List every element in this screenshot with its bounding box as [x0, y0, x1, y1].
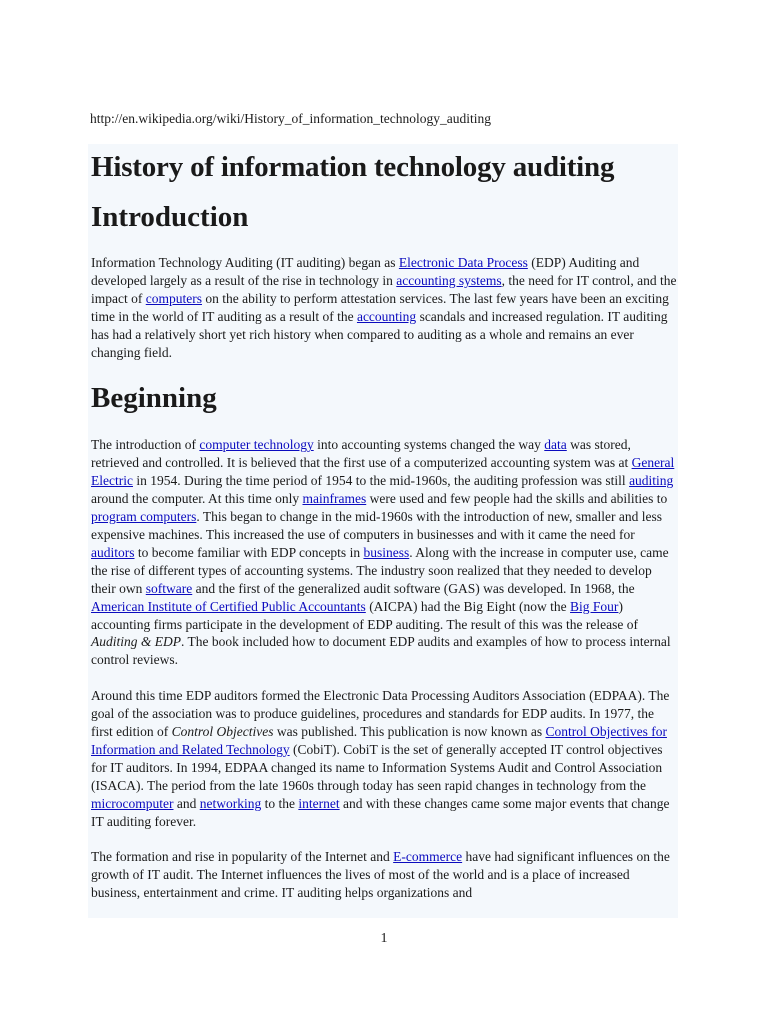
text-run: . The book included how to document EDP audits and examples of how to process internal control reviews. — [91, 634, 671, 668]
link-e-commerce[interactable]: E-commerce — [393, 849, 463, 865]
link-accounting-systems[interactable]: accounting systems — [396, 272, 502, 288]
link-aicpa[interactable]: American Institute of Certified Public Accountants — [91, 598, 366, 614]
article-content — [88, 144, 678, 918]
text-run: and with these changes came some major events that change IT auditing forever. — [91, 795, 670, 829]
text-run: Around this time EDP auditors formed the Electronic Data Processing Auditors Association (EDPAA). The goal of the association was to produce guidelines, procedures and standards for EDP audits. In 1977, the first edition of — [91, 688, 670, 740]
link-big-four[interactable]: Big Four — [570, 598, 619, 614]
text-run: was stored, retrieved and controlled. It is believed that the first use of a computerized accounting system was at — [91, 437, 632, 471]
link-auditing[interactable]: auditing — [629, 473, 674, 489]
text-run: Information Technology Auditing (IT auditing) began as — [91, 255, 399, 270]
link-electronic-data-process[interactable]: Electronic Data Process — [398, 255, 528, 270]
link-software[interactable]: software — [145, 580, 193, 596]
page-title: History of information technology auditing — [91, 151, 615, 183]
text-run: in 1954. During the time period of 1954 to the mid-1960s, the auditing profession was still — [132, 473, 630, 489]
text-run: have had significant influences on the growth of IT audit. The Internet influences the lives of most of the world and is a place of increased business, entertainment and crime. IT auditing helps organizations and — [91, 849, 670, 901]
link-auditors[interactable]: auditors — [91, 544, 135, 560]
link-computer-technology[interactable]: computer technology — [199, 437, 314, 453]
text-run: was published. This publication is now known as — [273, 724, 546, 740]
text-run: and the first of the generalized audit software (GAS) was developed. In 1968, the — [192, 580, 635, 596]
text-run: into accounting systems changed the way — [313, 437, 545, 453]
text-run: The introduction of — [91, 437, 200, 453]
italic-title-auditing-edp: Auditing & EDP — [91, 634, 181, 650]
link-program-computers[interactable]: program computers — [91, 509, 197, 525]
link-cobit[interactable]: Control Objectives for Information and Related Technology — [91, 724, 667, 757]
text-run: were used and few people had the skills and abilities to — [366, 491, 668, 507]
link-general-electric[interactable]: General Electric — [91, 455, 675, 489]
link-computers[interactable]: computers — [145, 290, 202, 306]
text-run: to become familiar with EDP concepts in — [134, 544, 364, 560]
text-run: . Along with the increase in computer use, came the rise of different types of accounting systems. The industry soon realized that they needed to develop their own — [91, 544, 669, 596]
source-url: http://en.wikipedia.org/wiki/History_of_information_technology_auditing — [90, 111, 491, 126]
link-mainframes[interactable]: mainframes — [302, 491, 367, 507]
link-internet[interactable]: internet — [298, 795, 340, 811]
italic-title-control-objectives: Control Objectives — [171, 724, 274, 740]
text-run: scandals and increased regulation. IT auditing has had a relatively short yet rich history when compared to auditing as a whole and remains an ever changing field. — [91, 308, 668, 360]
paragraph-beginning-3 — [91, 848, 677, 902]
text-run: , the need for IT control, and the impact of — [91, 272, 677, 306]
link-accounting[interactable]: accounting — [356, 308, 417, 324]
link-networking[interactable]: networking — [199, 795, 262, 811]
text-run: on the ability to perform attestation services. The last few years have been an exciting time in the world of IT auditing as a result of the — [91, 290, 669, 324]
text-run: ) accounting firms participate in the development of EDP auditing. The result of this was the release of — [91, 598, 638, 632]
text-run: around the computer. At this time only — [91, 491, 303, 507]
text-run: (EDP) Auditing and developed largely as a result of the rise in technology in — [91, 255, 640, 288]
paragraph-beginning-1 — [91, 436, 677, 669]
link-data[interactable]: data — [544, 437, 567, 453]
heading-introduction: Introduction — [91, 201, 249, 233]
heading-beginning: Beginning — [91, 382, 217, 415]
link-microcomputer[interactable]: microcomputer — [91, 795, 174, 811]
paragraph-introduction — [91, 254, 677, 361]
text-run: . This began to change in the mid-1960s with the introduction of new, smaller and less expensive machines. This increased the use of computers in businesses and with it came the need for — [91, 509, 663, 542]
text-run: (AICPA) had the Big Eight (now the — [365, 598, 571, 614]
paragraph-beginning-2 — [91, 687, 677, 830]
link-business[interactable]: business — [363, 544, 410, 560]
page-number: 1 — [380, 931, 388, 946]
text-run: to the — [261, 795, 299, 811]
text-run: The formation and rise in popularity of the Internet and — [91, 849, 394, 865]
text-run: and — [173, 795, 200, 811]
text-run: (CobiT). CobiT is the set of generally accepted IT control objectives for IT auditors. In 1994, EDPAA changed its name to Information Systems Audit and Control Association (ISACA). The period from the late 1960s through today has seen rapid changes in technology from the — [91, 741, 663, 793]
